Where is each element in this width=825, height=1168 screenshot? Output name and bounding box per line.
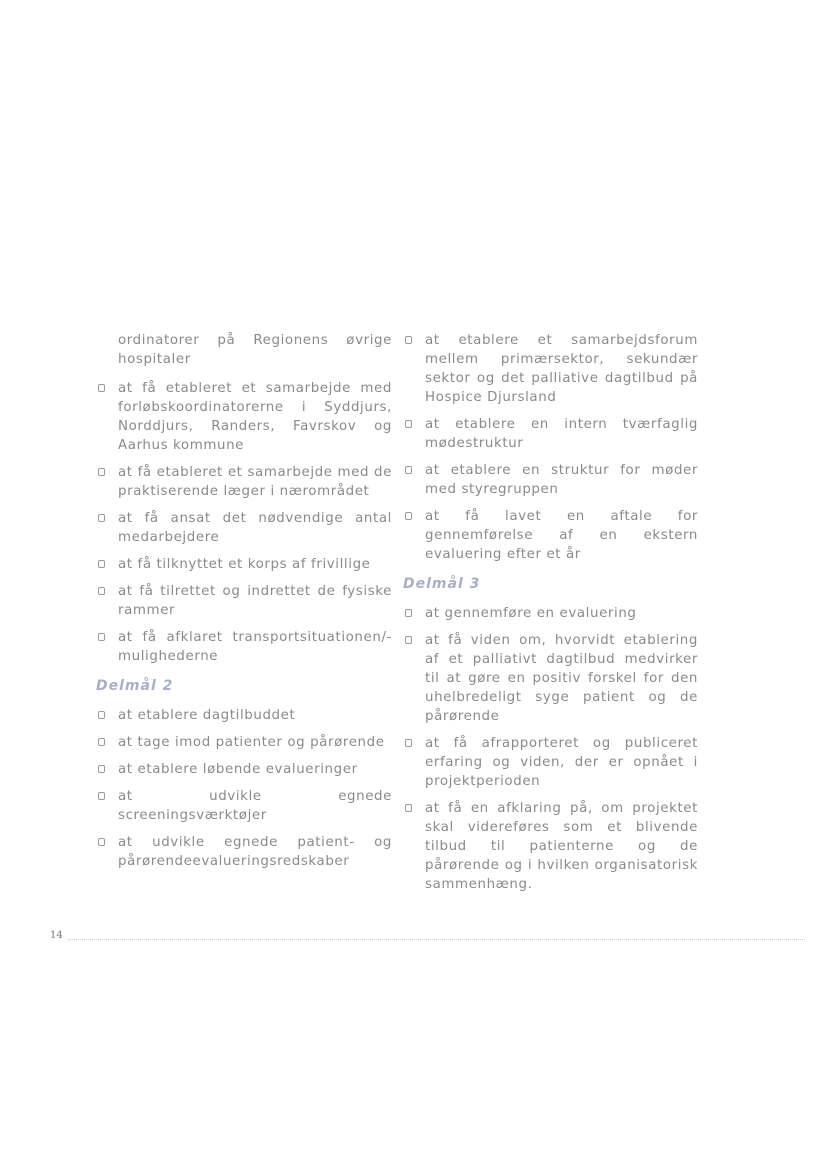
bullet-icon — [98, 711, 105, 719]
left-column — [96, 331, 392, 879]
list-item: at etablere et samarbejdsforum mellem primærsektor, sekundær sektor og det palliative dagtilbud på Hospice Djursland — [403, 331, 698, 407]
bullet-icon — [98, 514, 105, 522]
list-item: at få etableret et samarbejde med de praktiserende læger i nærområdet — [96, 463, 392, 501]
list-item: at få afrapporteret og publiceret erfaring og viden, der er opnået i projektperioden — [403, 734, 698, 791]
footer-divider — [68, 939, 805, 940]
list-item: at gennemføre en evaluering — [403, 604, 698, 623]
list-item: at udvikle egnede screeningsværktøjer — [96, 787, 392, 825]
bullet-icon — [98, 384, 105, 392]
bullet-icon — [405, 336, 412, 344]
page-number: 14 — [50, 930, 63, 941]
list-item: at etablere løbende evalueringer — [96, 760, 392, 779]
section-heading-delmaal-2: Delmål 2 — [96, 678, 174, 694]
right-column — [403, 331, 698, 902]
list-item: at få ansat det nødvendige antal medarbejdere — [96, 509, 392, 547]
list-item: at få lavet en aftale for gennemførelse af en ekstern evaluering efter et år — [403, 507, 698, 564]
bullet-icon — [98, 838, 105, 846]
bullet-icon — [405, 420, 412, 428]
list-item: at få etableret et samarbejde med forløbskoordinatorerne i Syddjurs, Norddjurs, Randers, Favrskov og Aarhus kommune — [96, 379, 392, 455]
list-item: at etablere en struktur for møder med styregruppen — [403, 461, 698, 499]
list-item: at få tilknyttet et korps af frivillige — [96, 555, 392, 574]
list-item: at få en afklaring på, om projektet skal videreføres som et blivende tilbud til patienterne og de pårørende og i hvilken organisatorisk sammenhæng. — [403, 799, 698, 894]
bullet-icon — [98, 738, 105, 746]
list-item: at etablere en intern tværfaglig mødestruktur — [403, 415, 698, 453]
bullet-icon — [405, 609, 412, 617]
bullet-icon — [98, 587, 105, 595]
section-heading-delmaal-3: Delmål 3 — [403, 576, 481, 592]
list-item-continuation: ordinatorer på Regionens øvrige hospitaler — [118, 333, 392, 367]
list-item: at få afklaret transportsituationen/-mulighederne — [96, 628, 392, 666]
list-item: at etablere dagtilbuddet — [96, 706, 392, 725]
list-item: at udvikle egnede patient- og pårørendeevalueringsredskaber — [96, 833, 392, 871]
bullet-icon — [405, 466, 412, 474]
bullet-icon — [98, 633, 105, 641]
bullet-icon — [405, 739, 412, 747]
list-item: at få viden om, hvorvidt etablering af et palliativt dagtilbud medvirker til at gøre en positiv forskel for den uhelbredeligt syge patient og de pårørende — [403, 631, 698, 726]
bullet-icon — [98, 765, 105, 773]
bullet-icon — [98, 468, 105, 476]
bullet-icon — [405, 512, 412, 520]
bullet-icon — [405, 804, 412, 812]
bullet-icon — [405, 636, 412, 644]
bullet-icon — [98, 792, 105, 800]
bullet-icon — [98, 560, 105, 568]
page-footer — [50, 930, 805, 946]
list-item: at få tilrettet og indrettet de fysiske rammer — [96, 582, 392, 620]
list-item: at tage imod patienter og pårørende — [96, 733, 392, 752]
